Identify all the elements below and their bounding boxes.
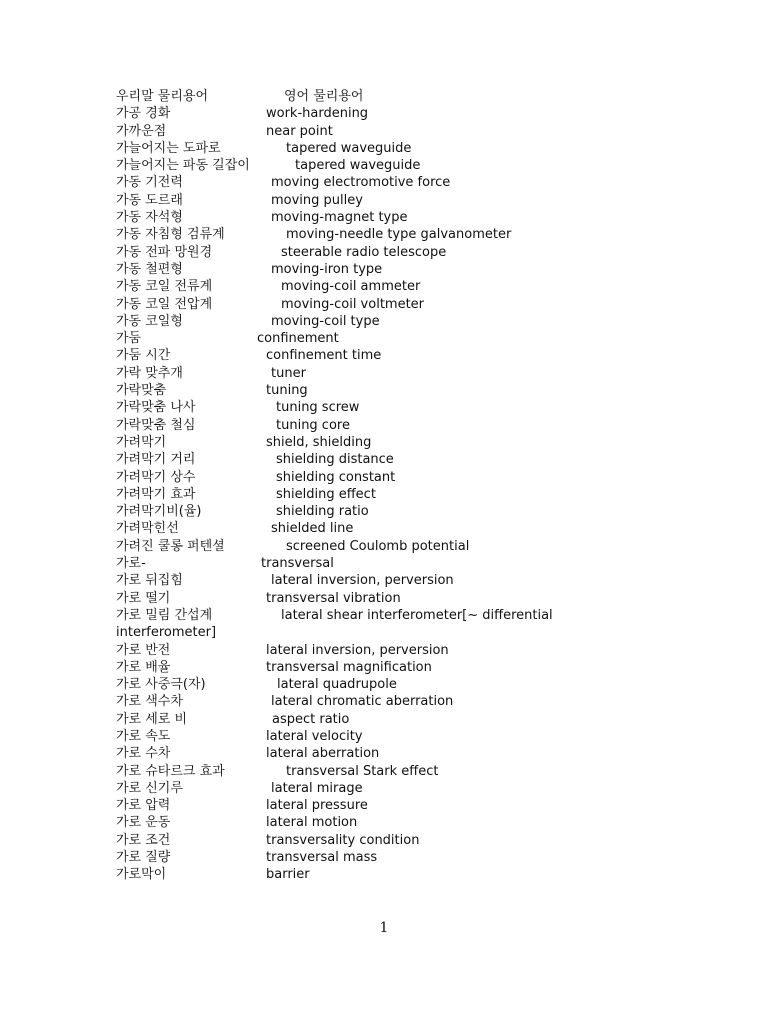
english-term: steerable radio telescope xyxy=(281,244,447,260)
glossary-entry xyxy=(116,486,716,503)
english-term: lateral pressure xyxy=(266,798,368,814)
korean-term: 가려막기 상수 xyxy=(116,469,196,485)
korean-term: 가락 맞추개 xyxy=(116,365,183,381)
korean-term: 가동 코일형 xyxy=(116,313,183,329)
korean-term: 가로 압력 xyxy=(116,798,171,814)
english-term: moving-needle type galvanometer xyxy=(286,227,512,243)
korean-term: 가로 배율 xyxy=(116,659,171,675)
english-term: moving-magnet type xyxy=(271,210,408,226)
english-term: lateral shear interferometer[~ differential xyxy=(281,607,553,623)
glossary-entry xyxy=(116,832,716,849)
korean-term: 가로 조건 xyxy=(116,832,171,848)
glossary-entry xyxy=(116,572,716,589)
english-term: moving-coil type xyxy=(271,313,380,329)
korean-term: 가동 코일 전류계 xyxy=(116,279,213,295)
korean-term: 가공 경화 xyxy=(116,106,171,122)
english-term: tuning xyxy=(266,383,308,399)
glossary-entry xyxy=(116,814,716,831)
korean-term: 가로 떨기 xyxy=(116,590,171,606)
english-term: shielding effect xyxy=(276,486,376,502)
english-term: aspect ratio xyxy=(272,711,350,727)
glossary-entry xyxy=(116,347,716,364)
glossary-entry xyxy=(116,105,716,122)
english-term: transversal xyxy=(261,556,334,572)
english-term: lateral chromatic aberration xyxy=(271,694,454,710)
english-term: lateral mirage xyxy=(271,780,363,796)
english-term: near point xyxy=(266,123,333,139)
korean-term: 가로 사중극(자) xyxy=(116,677,206,693)
glossary-entry xyxy=(116,244,716,261)
korean-term: 가려진 쿨롱 퍼텐셜 xyxy=(116,538,225,554)
glossary-entry xyxy=(116,434,716,451)
glossary-entry xyxy=(116,520,716,537)
page-number: 1 xyxy=(379,920,389,936)
english-term: shielding ratio xyxy=(276,504,369,520)
english-term: transversal mass xyxy=(266,850,378,866)
glossary-entry xyxy=(116,763,716,780)
glossary-entry xyxy=(116,590,716,607)
header-english: 영어 물리용어 xyxy=(284,89,364,104)
glossary-entry xyxy=(116,278,716,295)
english-term: moving-coil ammeter xyxy=(281,279,421,295)
english-term: tuning core xyxy=(276,417,350,433)
korean-term: 가동 자침형 검류계 xyxy=(116,227,225,243)
glossary-entry xyxy=(116,330,716,347)
korean-term: 가려막힌선 xyxy=(116,521,179,537)
english-term: lateral aberration xyxy=(266,746,380,762)
english-term: lateral inversion, perversion xyxy=(271,573,454,589)
glossary-entry xyxy=(116,797,716,814)
english-term: shielding constant xyxy=(276,469,396,485)
korean-term: 가려막기 거리 xyxy=(116,452,196,468)
korean-term: 가늘어지는 도파로 xyxy=(116,140,221,156)
english-term: transversality condition xyxy=(266,832,420,848)
korean-term: 가늘어지는 파동 길잡이 xyxy=(116,158,250,174)
glossary-entry xyxy=(116,849,716,866)
glossary-entry-continuation xyxy=(116,624,716,641)
korean-term: 가로 신기루 xyxy=(116,780,183,796)
english-term-continuation: interferometer] xyxy=(116,625,217,641)
english-term: shield, shielding xyxy=(266,434,372,450)
korean-term: 가동 코일 전압계 xyxy=(116,296,213,312)
english-term: tapered waveguide xyxy=(286,140,412,156)
glossary-entry xyxy=(116,555,716,572)
glossary-entry xyxy=(116,417,716,434)
english-term: lateral velocity xyxy=(266,728,363,744)
english-term: moving-iron type xyxy=(271,261,383,277)
english-term: barrier xyxy=(266,867,310,883)
english-term: tuner xyxy=(271,365,306,381)
korean-term: 가동 도르래 xyxy=(116,192,183,208)
korean-term: 가로 뒤집힘 xyxy=(116,573,183,589)
glossary-entry xyxy=(116,226,716,243)
glossary-entry xyxy=(116,451,716,468)
korean-term: 가로 반전 xyxy=(116,642,171,658)
glossary-entry xyxy=(116,503,716,520)
glossary-entry xyxy=(116,745,716,762)
korean-term: 가둠 시간 xyxy=(116,348,171,364)
english-term: lateral quadrupole xyxy=(277,677,397,693)
glossary-entry xyxy=(116,140,716,157)
korean-term: 가로 수차 xyxy=(116,746,171,762)
korean-term: 가려막기 효과 xyxy=(116,486,196,502)
header-korean: 우리말 물리용어 xyxy=(116,89,209,104)
english-term: shielding distance xyxy=(276,452,394,468)
glossary-entry xyxy=(116,642,716,659)
korean-term: 가로- xyxy=(116,556,146,572)
glossary-entry xyxy=(116,296,716,313)
korean-term: 가락맞춤 나사 xyxy=(116,400,196,416)
glossary-entry xyxy=(116,192,716,209)
korean-term: 가까운점 xyxy=(116,123,167,139)
glossary-entry xyxy=(116,728,716,745)
korean-term: 가려막기 xyxy=(116,434,167,450)
korean-term: 가려막기비(율) xyxy=(116,504,202,520)
english-term: screened Coulomb potential xyxy=(286,538,470,554)
english-term: moving electromotive force xyxy=(271,175,451,191)
english-term: tuning screw xyxy=(276,400,360,416)
korean-term: 가둠 xyxy=(116,331,142,347)
glossary-entry xyxy=(116,123,716,140)
glossary-list xyxy=(116,88,716,884)
glossary-entry xyxy=(116,676,716,693)
korean-term: 가로 운동 xyxy=(116,815,171,831)
glossary-entry xyxy=(116,261,716,278)
glossary-entry xyxy=(116,866,716,883)
korean-term: 가동 자석형 xyxy=(116,210,183,226)
english-term: work-hardening xyxy=(266,106,369,122)
korean-term: 가로막이 xyxy=(116,867,167,883)
glossary-entry xyxy=(116,607,716,624)
english-term: confinement time xyxy=(266,348,382,364)
english-term: transversal Stark effect xyxy=(286,763,439,779)
korean-term: 가로 질량 xyxy=(116,850,171,866)
glossary-entry xyxy=(116,780,716,797)
english-term: lateral inversion, perversion xyxy=(266,642,449,658)
glossary-entry xyxy=(116,174,716,191)
korean-term: 가동 철편형 xyxy=(116,261,183,277)
glossary-entry xyxy=(116,209,716,226)
korean-term: 가로 밀림 간섭계 xyxy=(116,607,213,623)
glossary-entry xyxy=(116,157,716,174)
header-row xyxy=(116,88,716,105)
english-term: confinement xyxy=(257,331,339,347)
korean-term: 가락맞춤 철심 xyxy=(116,417,196,433)
glossary-entry xyxy=(116,659,716,676)
korean-term: 가동 기전력 xyxy=(116,175,183,191)
english-term: transversal magnification xyxy=(266,659,432,675)
english-term: lateral motion xyxy=(266,815,358,831)
glossary-entry xyxy=(116,313,716,330)
glossary-entry xyxy=(116,538,716,555)
korean-term: 가로 색수차 xyxy=(116,694,183,710)
korean-term: 가로 세로 비 xyxy=(116,711,188,727)
english-term: moving-coil voltmeter xyxy=(281,296,425,312)
glossary-entry xyxy=(116,711,716,728)
english-term: shielded line xyxy=(271,521,354,537)
korean-term: 가동 전파 망원경 xyxy=(116,244,213,260)
korean-term: 가락맞춤 xyxy=(116,383,167,399)
glossary-entry xyxy=(116,365,716,382)
glossary-entry xyxy=(116,693,716,710)
glossary-entry xyxy=(116,469,716,486)
korean-term: 가로 속도 xyxy=(116,728,171,744)
glossary-entry xyxy=(116,382,716,399)
english-term: tapered waveguide xyxy=(295,158,421,174)
korean-term: 가로 슈타르크 효과 xyxy=(116,763,225,779)
glossary-entry xyxy=(116,399,716,416)
english-term: transversal vibration xyxy=(266,590,401,606)
english-term: moving pulley xyxy=(271,192,363,208)
